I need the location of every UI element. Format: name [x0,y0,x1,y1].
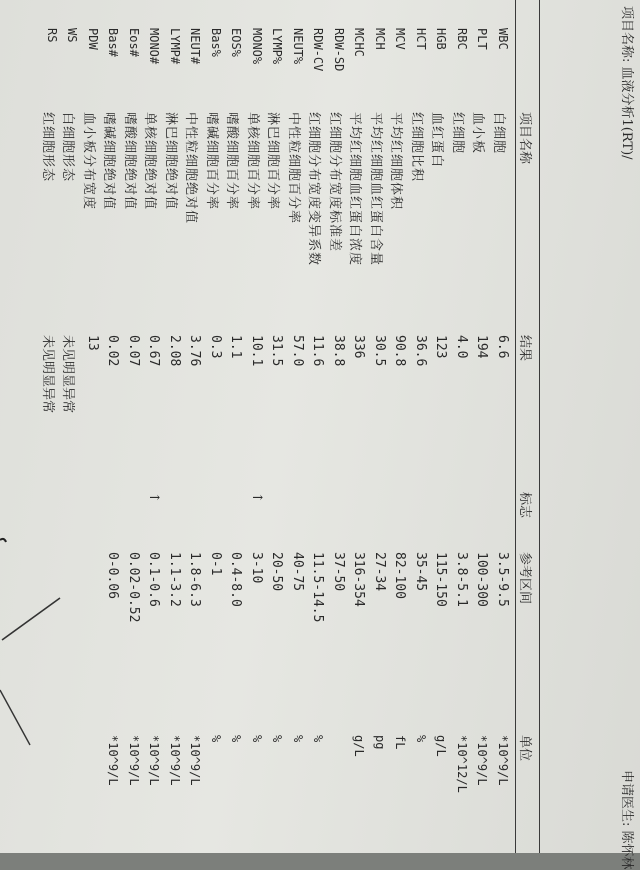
item-name: 中性粒细胞绝对值 [183,112,199,225]
col-header-result: 结果 [517,335,532,362]
item-reference: 82-100 [392,552,408,599]
item-unit: g/L [352,735,367,757]
item-code: HGB [434,28,449,50]
item-code: MCH [373,28,387,50]
item-result: 未见明显异常 [40,335,55,414]
item-reference: 115-150 [433,552,449,607]
item-name: 血小板分布宽度 [81,112,96,211]
item-result: 6.6 [495,335,510,359]
item-result: 30.5 [372,335,387,367]
item-code: LYMP% [270,28,285,65]
item-reference: 316-354 [351,552,367,607]
item-name: 平均红细胞体积 [388,112,404,211]
item-result: 31.5 [269,335,285,367]
item-code: RDW-SD [332,28,346,72]
item-reference: 20-50 [269,552,285,592]
item-name: 平均红细胞血红蛋白含量 [368,112,383,267]
item-result: 4.0 [454,335,469,359]
item-code: PDW [86,28,100,50]
item-name: 淋巴细胞绝对值 [163,112,178,211]
item-reference: 0.02-0.52 [126,552,141,623]
item-unit: % [250,735,264,743]
item-code: LYMP# [168,28,182,65]
item-result: 123 [433,335,449,359]
item-code: RBC [455,28,469,50]
item-name: 血红蛋白 [429,112,445,169]
item-name: 嗜酸细胞百分率 [224,112,240,211]
item-code: MONO# [147,28,162,65]
item-reference: 27-34 [372,552,387,592]
item-unit: *10^9/L [496,735,510,786]
item-reference: 40-75 [290,552,305,592]
item-reference: 11.5-14.5 [310,552,326,623]
col-header-name: 项目名称 [517,112,532,165]
item-result: 0.02 [105,335,121,367]
item-reference: 0-0.06 [105,552,121,599]
item-result: 57.0 [290,335,305,367]
item-reference: 0-1 [208,552,223,576]
item-code: WBC [496,28,510,50]
item-result: 336 [351,335,367,359]
item-name: 红细胞形态 [40,112,55,183]
item-name: 血小板 [470,112,486,155]
item-result: 3.76 [187,335,203,367]
item-unit: *10^9/L [127,735,141,786]
item-reference: 1.8-6.3 [187,552,203,607]
item-unit: % [270,735,285,743]
item-name: 平均红细胞血红蛋白浓度 [347,112,363,267]
item-unit: *10^12/L [455,735,469,793]
item-reference: 100-300 [474,552,490,607]
item-result: 194 [474,335,490,359]
item-name: 红细胞分布宽度标准差 [327,112,342,253]
item-code: EOS% [229,28,244,57]
item-reference: 3.5-9.5 [495,552,510,607]
item-flag: ↑ [146,492,162,503]
item-unit: % [229,735,244,743]
item-name: 淋巴细胞百分率 [265,112,281,211]
item-name: 嗜碱细胞百分率 [204,112,219,211]
item-code: Bas# [106,28,121,57]
item-reference: 0.1-0.6 [146,552,162,607]
item-result: 未见明显异常 [60,335,76,414]
item-result: 10.1 [249,335,264,367]
item-name: 嗜酸细胞绝对值 [122,112,137,211]
item-reference: 1.1-3.2 [167,552,182,607]
item-unit: g/L [434,735,449,757]
item-result: 2.08 [167,335,182,367]
item-code: MCHC [352,28,367,57]
item-unit: % [209,735,223,743]
item-reference: 3-10 [249,552,264,584]
item-name: 红细胞 [450,112,465,155]
item-result: 0.3 [208,335,223,359]
item-result: 11.6 [310,335,326,367]
item-reference: 3.8-5.1 [454,552,469,607]
item-unit: fL [393,735,408,750]
item-result: 13 [85,335,100,351]
item-name: 白细胞形态 [60,112,76,183]
item-code: RS [45,28,59,43]
col-header-unit: 单位 [517,735,532,762]
item-name: 红细胞比积 [409,112,424,183]
item-reference: 37-50 [331,552,346,592]
item-unit: pg [373,735,387,750]
item-unit: *10^9/L [188,735,203,786]
item-name: 单核细胞百分率 [245,112,260,211]
item-result: 0.07 [126,335,141,367]
item-unit: *10^9/L [475,735,490,786]
item-unit: % [311,735,326,743]
item-unit: *10^9/L [168,735,182,786]
item-unit: % [414,735,428,743]
item-unit: *10^9/L [147,735,162,786]
item-name: 嗜碱细胞绝对值 [101,112,117,211]
item-code: Bas% [209,28,223,57]
col-header-flag: 标志 [517,492,532,519]
report-title: 项目名称: 血液分析1(RT)/ [619,6,634,160]
item-name: 单核细胞绝对值 [142,112,158,211]
requesting-doctor: 申请医生: 陈怀林 [619,770,634,870]
item-result: 90.8 [392,335,408,367]
item-name: 红细胞分布宽度变异系数 [306,112,322,267]
item-result: 38.8 [331,335,346,367]
item-reference: 35-45 [413,552,428,592]
item-name: 白细胞 [491,112,506,155]
item-code: HCT [414,28,428,50]
item-code: NEUT# [188,28,203,65]
item-unit: *10^9/L [106,735,121,786]
item-code: PLT [475,28,490,50]
item-code: Eos# [127,28,141,57]
item-code: MCV [393,28,408,50]
item-code: MONO% [250,28,264,65]
item-flag: ↑ [249,492,264,503]
item-name: 中性粒细胞百分率 [286,112,301,225]
item-code: NEUT% [291,28,305,65]
item-result: 0.67 [146,335,162,367]
col-header-reference: 参考区间 [517,552,532,605]
item-reference: 0.4-8.0 [228,552,244,607]
item-unit: % [291,735,305,743]
item-code: RDW-CV [311,28,326,72]
item-result: 36.6 [413,335,428,367]
item-code: WS [65,28,80,43]
item-result: 1.1 [228,335,244,359]
